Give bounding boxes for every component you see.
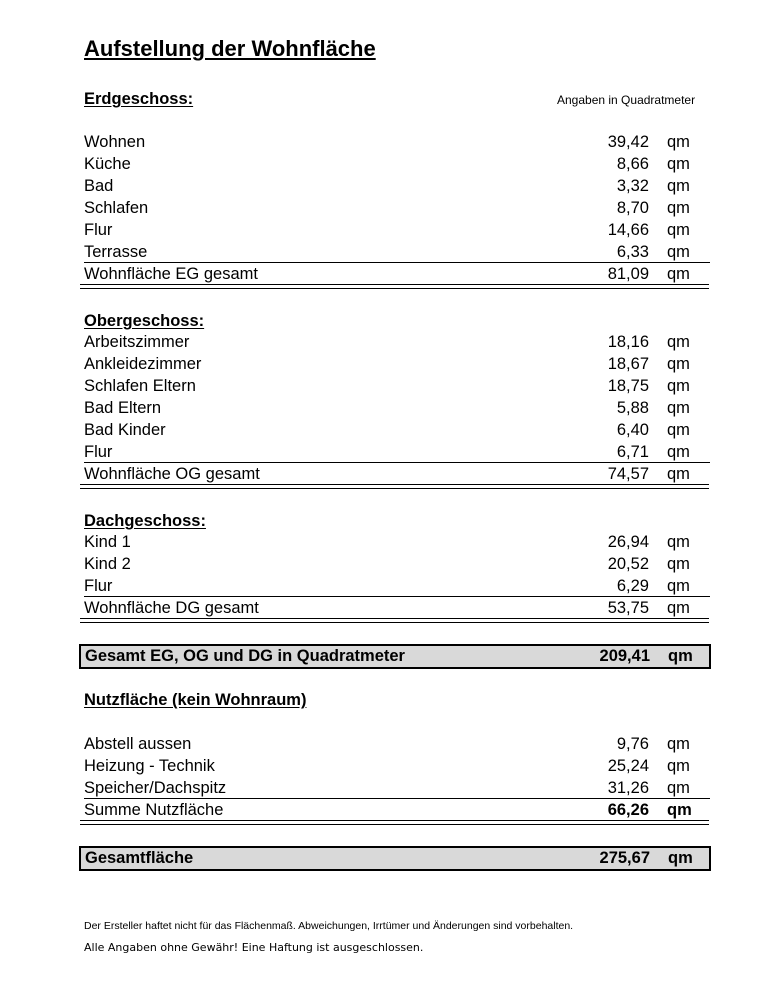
row-value: 81,09 [607, 265, 649, 283]
double-rule [80, 820, 709, 825]
row-label: Wohnen [84, 133, 146, 151]
table-row [84, 419, 710, 441]
row-unit: qm [667, 577, 690, 595]
row-value: 275,67 [599, 849, 650, 867]
table-row [84, 131, 710, 153]
row-value: 66,26 [607, 801, 649, 819]
row-unit: qm [667, 399, 690, 417]
row-unit: qm [667, 735, 690, 753]
row-unit: qm [667, 443, 690, 461]
row-unit: qm [667, 333, 690, 351]
table-row [84, 777, 710, 799]
row-value: 18,67 [607, 355, 649, 373]
row-unit: qm [667, 355, 690, 373]
row-label: Bad [84, 177, 114, 195]
table-row [84, 531, 710, 553]
table-row [84, 353, 710, 375]
row-unit: qm [667, 243, 690, 261]
table-row [84, 175, 710, 197]
row-label: Schlafen [84, 199, 149, 217]
row-label: Ankleidezimmer [84, 355, 202, 373]
page-title: Aufstellung der Wohnfläche [84, 36, 376, 61]
table-row [84, 575, 710, 597]
row-unit: qm [667, 779, 690, 797]
row-unit: qm [667, 757, 690, 775]
row-unit: qm [668, 647, 693, 665]
double-rule [80, 618, 709, 623]
section-heading-og: Obergeschoss: [84, 312, 205, 330]
row-value: 9,76 [616, 735, 649, 753]
disclaimer-line-2: Alle Angaben ohne Gewähr! Eine Haftung ist ausgeschlossen. [84, 941, 424, 954]
row-unit: qm [667, 533, 690, 551]
table-row [84, 153, 710, 175]
row-value: 18,75 [607, 377, 649, 395]
subtotal-row-og [84, 462, 710, 485]
living-area-total [79, 644, 711, 669]
row-unit: qm [667, 177, 690, 195]
row-label: Wohnfläche EG gesamt [84, 265, 258, 283]
row-label: Flur [84, 577, 113, 595]
row-unit: qm [667, 155, 690, 173]
row-value: 209,41 [599, 647, 650, 665]
row-label: Flur [84, 221, 113, 239]
row-unit: qm [667, 801, 692, 819]
row-label: Abstell aussen [84, 735, 192, 753]
table-row [84, 441, 710, 463]
section-heading-nutz: Nutzfläche (kein Wohnraum) [84, 691, 307, 709]
row-value: 53,75 [607, 599, 649, 617]
row-unit: qm [668, 849, 693, 867]
row-unit: qm [667, 555, 690, 573]
row-label: Bad Eltern [84, 399, 162, 417]
row-value: 8,70 [616, 199, 649, 217]
table-row [84, 375, 710, 397]
row-value: 18,16 [607, 333, 649, 351]
section-heading-dg: Dachgeschoss: [84, 512, 206, 530]
row-label: Speicher/Dachspitz [84, 779, 227, 797]
row-label: Bad Kinder [84, 421, 166, 439]
row-label: Summe Nutzfläche [84, 801, 224, 819]
table-row [84, 755, 710, 777]
row-label: Kind 1 [84, 533, 131, 551]
row-unit: qm [667, 465, 690, 483]
section-heading-eg: Erdgeschoss: [84, 90, 194, 108]
row-value: 5,88 [616, 399, 649, 417]
table-row [84, 197, 710, 219]
table-row [84, 397, 710, 419]
row-unit: qm [667, 265, 690, 283]
row-label: Gesamtfläche [85, 849, 194, 867]
row-label: Kind 2 [84, 555, 131, 573]
row-value: 6,33 [616, 243, 649, 261]
subtotal-row-eg [84, 262, 710, 285]
table-row [84, 733, 710, 755]
table-row [84, 553, 710, 575]
disclaimer-line-1: Der Ersteller haftet nicht für das Flächenmaß. Abweichungen, Irrtümer und Änderungen sind vorbehalten. [84, 920, 574, 932]
table-row [84, 331, 710, 353]
row-value: 6,29 [616, 577, 649, 595]
subtotal-row-nutz [84, 798, 710, 821]
double-rule [80, 284, 709, 289]
table-row [84, 219, 710, 241]
unit-note: Angaben in Quadratmeter [557, 93, 696, 107]
row-unit: qm [667, 199, 690, 217]
row-value: 25,24 [607, 757, 649, 775]
row-label: Gesamt EG, OG und DG in Quadratmeter [85, 647, 405, 665]
row-unit: qm [667, 133, 690, 151]
double-rule [80, 484, 709, 489]
row-value: 20,52 [607, 555, 649, 573]
row-value: 6,40 [616, 421, 649, 439]
row-label: Arbeitszimmer [84, 333, 190, 351]
row-value: 31,26 [607, 779, 649, 797]
row-value: 74,57 [607, 465, 649, 483]
row-label: Terrasse [84, 243, 148, 261]
subtotal-row-dg [84, 596, 710, 619]
row-unit: qm [667, 599, 690, 617]
table-row [84, 241, 710, 263]
grand-total [79, 846, 711, 871]
row-label: Schlafen Eltern [84, 377, 196, 395]
row-value: 39,42 [607, 133, 649, 151]
row-value: 14,66 [607, 221, 649, 239]
row-label: Wohnfläche DG gesamt [84, 599, 259, 617]
row-label: Küche [84, 155, 131, 173]
row-value: 3,32 [616, 177, 649, 195]
row-label: Flur [84, 443, 113, 461]
row-unit: qm [667, 421, 690, 439]
row-value: 8,66 [616, 155, 649, 173]
row-value: 6,71 [616, 443, 649, 461]
row-unit: qm [667, 221, 690, 239]
row-label: Wohnfläche OG gesamt [84, 465, 260, 483]
row-unit: qm [667, 377, 690, 395]
row-value: 26,94 [607, 533, 649, 551]
row-label: Heizung - Technik [84, 757, 215, 775]
